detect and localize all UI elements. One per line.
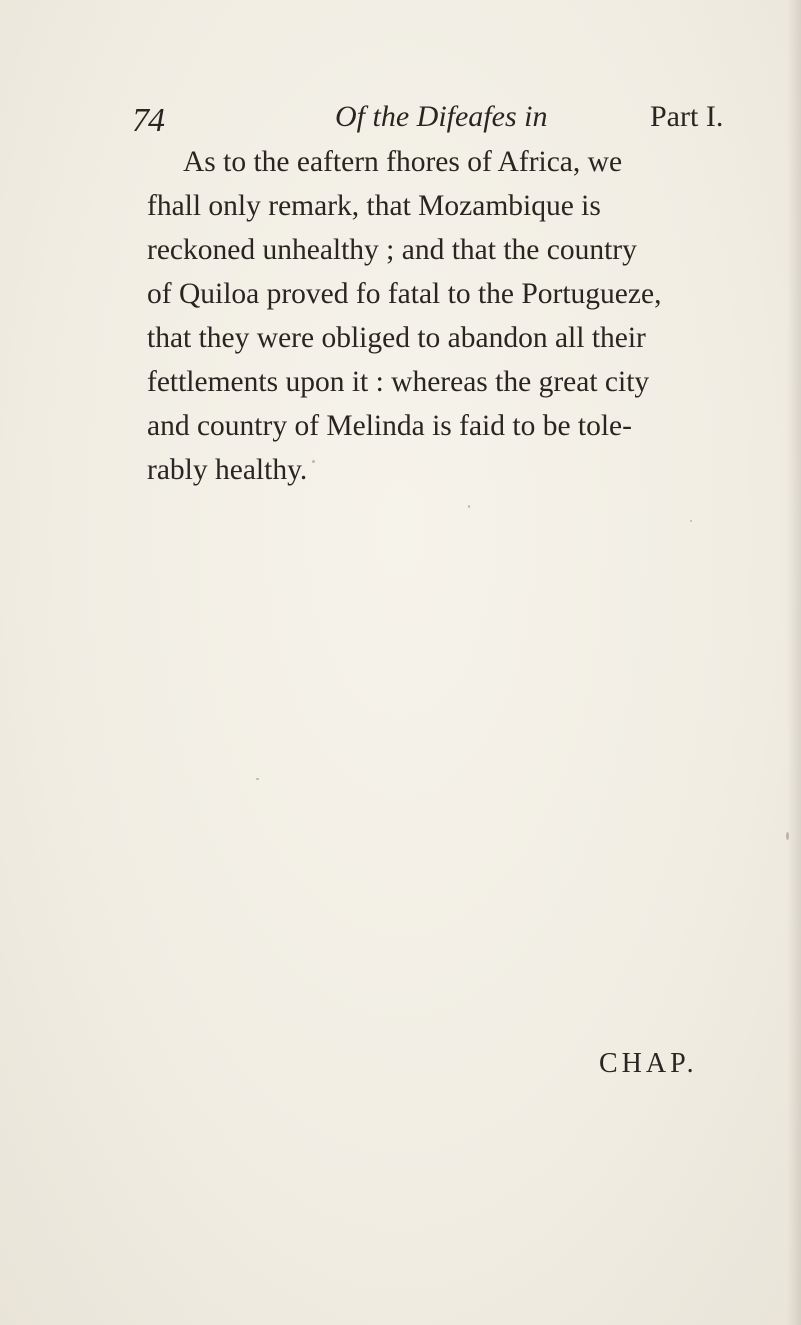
text-line: reckoned unhealthy ; and that the country <box>147 234 637 266</box>
text-line: that they were obliged to abandon all their <box>147 322 646 354</box>
running-title: Of the Difeafes in <box>335 100 548 133</box>
text-line: As to the eaftern fhores of Africa, we <box>183 146 623 178</box>
text-line: fhall only remark, that Mozambique is <box>147 190 601 222</box>
paper-speck <box>690 520 692 522</box>
text-line: fettlements upon it : whereas the great city <box>147 366 650 398</box>
part-label: Part I. <box>650 100 724 133</box>
text-line: of Quiloa proved fo fatal to the Portugueze, <box>147 278 662 310</box>
running-header <box>132 96 772 140</box>
paper-speck <box>312 460 315 463</box>
catchword: CHAP. <box>599 1048 698 1079</box>
paper-speck <box>256 778 259 780</box>
text-line: rably healthy. <box>147 454 308 486</box>
paragraph <box>147 140 787 492</box>
text-line: and country of Melinda is faid to be tole- <box>147 410 632 442</box>
page-number: 74 <box>132 102 164 139</box>
page-edge-shadow <box>787 0 801 1325</box>
paper-speck <box>468 505 470 508</box>
paper-speck <box>786 832 789 840</box>
